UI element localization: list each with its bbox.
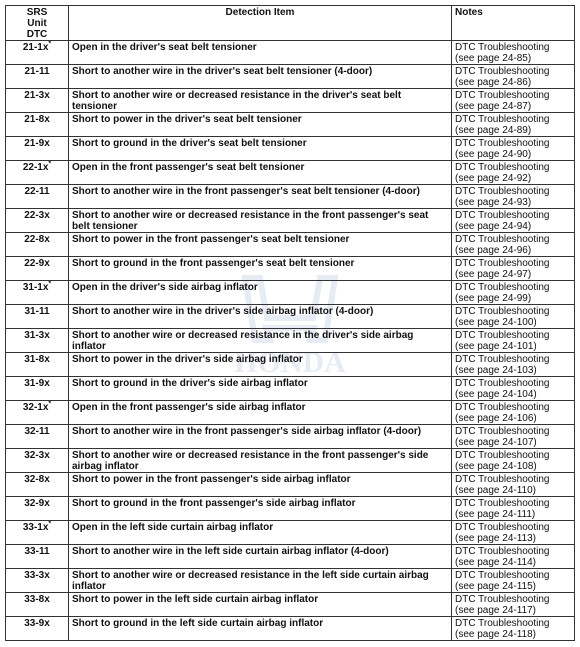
- dtc-troubleshooting-link[interactable]: DTC Troubleshooting: [455, 114, 550, 125]
- table-row: [6, 545, 575, 569]
- dtc-troubleshooting-link[interactable]: DTC Troubleshooting: [455, 66, 550, 77]
- table-row: [6, 257, 575, 281]
- dtc-troubleshooting-link[interactable]: DTC Troubleshooting: [455, 618, 550, 629]
- dtc-code-cell: [6, 137, 69, 161]
- table-row: [6, 41, 575, 65]
- dtc-code: 32-1x: [22, 402, 49, 413]
- detection-item: Short to ground in the driver's side airbag inflator: [69, 377, 452, 401]
- see-page-reference[interactable]: (see page 24-87): [455, 101, 532, 112]
- table-row: [6, 281, 575, 305]
- notes-cell: [452, 281, 575, 305]
- dtc-code-cell: [6, 305, 69, 329]
- notes-cell: [452, 137, 575, 161]
- dtc-code-cell: [6, 473, 69, 497]
- see-page-reference[interactable]: (see page 24-97): [455, 269, 532, 280]
- notes-cell: [452, 209, 575, 233]
- notes-cell: [452, 113, 575, 137]
- detection-item: Open in the front passenger's seat belt tensioner: [69, 161, 452, 185]
- dtc-code: 32-3x: [24, 450, 50, 461]
- detection-item: Short to ground in the driver's seat belt tensioner: [69, 137, 452, 161]
- header-code-line: SRS: [26, 7, 48, 18]
- dtc-troubleshooting-link[interactable]: DTC Troubleshooting: [455, 354, 550, 365]
- notes-cell: [452, 449, 575, 473]
- dtc-code-cell: [6, 401, 69, 425]
- detection-item: Short to another wire in the front passenger's side airbag inflator (4-door): [69, 425, 452, 449]
- table-row: [6, 89, 575, 113]
- notes-cell: [452, 353, 575, 377]
- table-row: [6, 305, 575, 329]
- dtc-code-cell: [6, 377, 69, 401]
- table-row: [6, 401, 575, 425]
- detection-item: Short to power in the left side curtain airbag inflator: [69, 593, 452, 617]
- see-page-reference[interactable]: (see page 24-94): [455, 221, 532, 232]
- dtc-code-cell: [6, 65, 69, 89]
- table-row: [6, 593, 575, 617]
- dtc-code-cell: [6, 353, 69, 377]
- notes-cell: [452, 425, 575, 449]
- detection-item: Short to power in the front passenger's seat belt tensioner: [69, 233, 452, 257]
- dtc-code: 31-1x: [22, 282, 49, 293]
- dtc-code-cell: [6, 569, 69, 593]
- notes-cell: [452, 569, 575, 593]
- detection-item: Short to another wire or decreased resistance in the front passenger's side airbag inflator: [69, 449, 452, 473]
- dtc-troubleshooting-link[interactable]: DTC Troubleshooting: [455, 42, 550, 53]
- detection-item: Short to another wire in the driver's seat belt tensioner (4-door): [69, 65, 452, 89]
- see-page-reference[interactable]: (see page 24-92): [455, 173, 532, 184]
- detection-item: Short to power in the driver's seat belt tensioner: [69, 113, 452, 137]
- dtc-code: 32-9x: [24, 498, 50, 509]
- dtc-code-cell: [6, 89, 69, 113]
- see-page-reference[interactable]: (see page 24-113): [455, 533, 536, 544]
- dtc-code-cell: [6, 593, 69, 617]
- dtc-troubleshooting-link[interactable]: DTC Troubleshooting: [455, 378, 550, 389]
- see-page-reference[interactable]: (see page 24-93): [455, 197, 532, 208]
- table-row: [6, 521, 575, 545]
- table-row: [6, 65, 575, 89]
- detection-item: Open in the driver's seat belt tensioner: [69, 41, 452, 65]
- dtc-code: 31-9x: [24, 378, 50, 389]
- see-page-reference[interactable]: (see page 24-106): [455, 413, 537, 424]
- detection-item: Short to another wire or decreased resistance in the driver's side airbag inflator: [69, 329, 452, 353]
- dtc-code: 22-9x: [24, 258, 50, 269]
- table-row: [6, 353, 575, 377]
- dtc-code-cell: [6, 161, 69, 185]
- notes-cell: [452, 377, 575, 401]
- table-row: [6, 569, 575, 593]
- notes-cell: [452, 305, 575, 329]
- notes-cell: [452, 593, 575, 617]
- dtc-troubleshooting-link[interactable]: DTC Troubleshooting: [455, 258, 550, 269]
- dtc-code-footnote-mark: *: [48, 520, 52, 528]
- dtc-code: 33-8x: [24, 594, 50, 605]
- notes-cell: [452, 329, 575, 353]
- table-row: [6, 329, 575, 353]
- dtc-code: 22-8x: [24, 234, 50, 245]
- table-row: [6, 449, 575, 473]
- table-row: [6, 113, 575, 137]
- dtc-code: 33-1x: [22, 522, 49, 533]
- table-row: [6, 497, 575, 521]
- table-header-row: [6, 6, 575, 41]
- see-page-reference[interactable]: (see page 24-86): [455, 77, 532, 88]
- table-row: [6, 209, 575, 233]
- notes-cell: [452, 521, 575, 545]
- see-page-reference[interactable]: (see page 24-115): [455, 581, 536, 592]
- notes-cell: [452, 185, 575, 209]
- dtc-troubleshooting-link[interactable]: DTC Troubleshooting: [455, 594, 550, 605]
- dtc-troubleshooting-link[interactable]: DTC Troubleshooting: [455, 570, 550, 581]
- dtc-troubleshooting-link[interactable]: DTC Troubleshooting: [455, 450, 550, 461]
- table-row: [6, 185, 575, 209]
- dtc-code-cell: [6, 113, 69, 137]
- dtc-code-cell: [6, 257, 69, 281]
- dtc-troubleshooting-link[interactable]: DTC Troubleshooting: [455, 426, 550, 437]
- dtc-code: 22-3x: [24, 210, 50, 221]
- dtc-troubleshooting-link[interactable]: DTC Troubleshooting: [455, 306, 550, 317]
- dtc-code: 31-8x: [24, 354, 50, 365]
- dtc-troubleshooting-link[interactable]: DTC Troubleshooting: [455, 474, 550, 485]
- see-page-reference[interactable]: (see page 24-100): [455, 317, 537, 328]
- see-page-reference[interactable]: (see page 24-110): [455, 485, 536, 496]
- dtc-code: 33-11: [24, 546, 50, 557]
- header-detection-item: Detection Item: [69, 6, 452, 41]
- notes-cell: [452, 497, 575, 521]
- notes-cell: [452, 161, 575, 185]
- detection-item: Short to another wire in the driver's side airbag inflator (4-door): [69, 305, 452, 329]
- header-notes: Notes: [452, 6, 575, 41]
- table-row: [6, 161, 575, 185]
- see-page-reference[interactable]: (see page 24-108): [455, 461, 537, 472]
- dtc-code: 21-11: [24, 66, 50, 77]
- dtc-troubleshooting-link[interactable]: DTC Troubleshooting: [455, 138, 550, 149]
- detection-item: Short to another wire in the left side curtain airbag inflator (4-door): [69, 545, 452, 569]
- detection-item: Short to another wire or decreased resistance in the front passenger's seat belt tensioner: [69, 209, 452, 233]
- dtc-code: 33-9x: [24, 618, 50, 629]
- dtc-code-cell: [6, 545, 69, 569]
- see-page-reference[interactable]: (see page 24-118): [455, 629, 536, 640]
- see-page-reference[interactable]: (see page 24-114): [455, 557, 536, 568]
- header-srs-unit-dtc: [6, 6, 69, 41]
- detection-item: Short to another wire or decreased resistance in the left side curtain airbag inflator: [69, 569, 452, 593]
- dtc-code-cell: [6, 449, 69, 473]
- dtc-code-cell: [6, 281, 69, 305]
- dtc-troubleshooting-link[interactable]: DTC Troubleshooting: [455, 402, 550, 413]
- table-row: [6, 377, 575, 401]
- dtc-troubleshooting-link[interactable]: DTC Troubleshooting: [455, 498, 550, 509]
- detection-item: Short to ground in the front passenger's side airbag inflator: [69, 497, 452, 521]
- table-row: [6, 473, 575, 497]
- dtc-troubleshooting-link[interactable]: DTC Troubleshooting: [455, 546, 550, 557]
- table-row: [6, 617, 575, 641]
- dtc-code: 21-1x: [22, 42, 49, 53]
- dtc-troubleshooting-link[interactable]: DTC Troubleshooting: [455, 330, 550, 341]
- dtc-code-cell: [6, 233, 69, 257]
- see-page-reference[interactable]: (see page 24-99): [455, 293, 532, 304]
- header-code-line: DTC: [26, 29, 48, 40]
- see-page-reference[interactable]: (see page 24-111): [455, 509, 536, 520]
- dtc-table: [5, 5, 575, 641]
- notes-cell: [452, 257, 575, 281]
- see-page-reference[interactable]: (see page 24-101): [455, 341, 537, 352]
- detection-item: Short to ground in the left side curtain airbag inflator: [69, 617, 452, 641]
- dtc-troubleshooting-link[interactable]: DTC Troubleshooting: [455, 90, 550, 101]
- notes-cell: [452, 545, 575, 569]
- dtc-code-cell: [6, 329, 69, 353]
- table-row: [6, 233, 575, 257]
- dtc-code: 21-8x: [24, 114, 50, 125]
- dtc-code-cell: [6, 617, 69, 641]
- dtc-code-cell: [6, 41, 69, 65]
- dtc-code: 32-11: [24, 426, 50, 437]
- notes-cell: [452, 473, 575, 497]
- see-page-reference[interactable]: (see page 24-89): [455, 125, 532, 136]
- table-row: [6, 425, 575, 449]
- detection-item: Short to power in the driver's side airbag inflator: [69, 353, 452, 377]
- notes-cell: [452, 233, 575, 257]
- dtc-troubleshooting-link[interactable]: DTC Troubleshooting: [455, 162, 550, 173]
- dtc-troubleshooting-link[interactable]: DTC Troubleshooting: [455, 186, 550, 197]
- dtc-code: 21-3x: [24, 90, 50, 101]
- dtc-code: 22-1x: [22, 162, 49, 173]
- notes-cell: [452, 41, 575, 65]
- dtc-code-footnote-mark: *: [48, 160, 52, 168]
- notes-cell: [452, 617, 575, 641]
- detection-item: Open in the left side curtain airbag inflator: [69, 521, 452, 545]
- dtc-code-cell: [6, 425, 69, 449]
- notes-cell: [452, 65, 575, 89]
- notes-cell: [452, 401, 575, 425]
- dtc-troubleshooting-link[interactable]: DTC Troubleshooting: [455, 522, 550, 533]
- notes-cell: [452, 89, 575, 113]
- dtc-code-footnote-mark: *: [48, 400, 52, 408]
- dtc-code-footnote-mark: *: [48, 40, 52, 48]
- dtc-code: 31-11: [24, 306, 50, 317]
- detection-item: Short to another wire or decreased resistance in the driver's seat belt tensioner: [69, 89, 452, 113]
- dtc-code: 33-3x: [24, 570, 50, 581]
- header-code-line: Unit: [27, 18, 47, 29]
- dtc-code: 32-8x: [24, 474, 50, 485]
- dtc-code: 21-9x: [24, 138, 50, 149]
- dtc-code-cell: [6, 209, 69, 233]
- see-page-reference[interactable]: (see page 24-90): [455, 149, 532, 160]
- see-page-reference[interactable]: (see page 24-104): [455, 389, 537, 400]
- see-page-reference[interactable]: (see page 24-107): [455, 437, 537, 448]
- table-row: [6, 137, 575, 161]
- dtc-code: 22-11: [24, 186, 50, 197]
- see-page-reference[interactable]: (see page 24-85): [455, 53, 532, 64]
- dtc-code-footnote-mark: *: [48, 280, 52, 288]
- see-page-reference[interactable]: (see page 24-103): [455, 365, 537, 376]
- detection-item: Short to power in the front passenger's side airbag inflator: [69, 473, 452, 497]
- see-page-reference[interactable]: (see page 24-96): [455, 245, 532, 256]
- watermark-text: HONDA: [234, 346, 346, 379]
- dtc-code-cell: [6, 497, 69, 521]
- dtc-code-cell: [6, 521, 69, 545]
- see-page-reference[interactable]: (see page 24-117): [455, 605, 536, 616]
- dtc-troubleshooting-link[interactable]: DTC Troubleshooting: [455, 210, 550, 221]
- detection-item: Short to ground in the front passenger's seat belt tensioner: [69, 257, 452, 281]
- detection-item: Open in the front passenger's side airbag inflator: [69, 401, 452, 425]
- detection-item: Short to another wire in the front passenger's seat belt tensioner (4-door): [69, 185, 452, 209]
- dtc-troubleshooting-link[interactable]: DTC Troubleshooting: [455, 282, 550, 293]
- dtc-code-cell: [6, 185, 69, 209]
- detection-item: Open in the driver's side airbag inflator: [69, 281, 452, 305]
- dtc-troubleshooting-link[interactable]: DTC Troubleshooting: [455, 234, 550, 245]
- dtc-code: 31-3x: [24, 330, 50, 341]
